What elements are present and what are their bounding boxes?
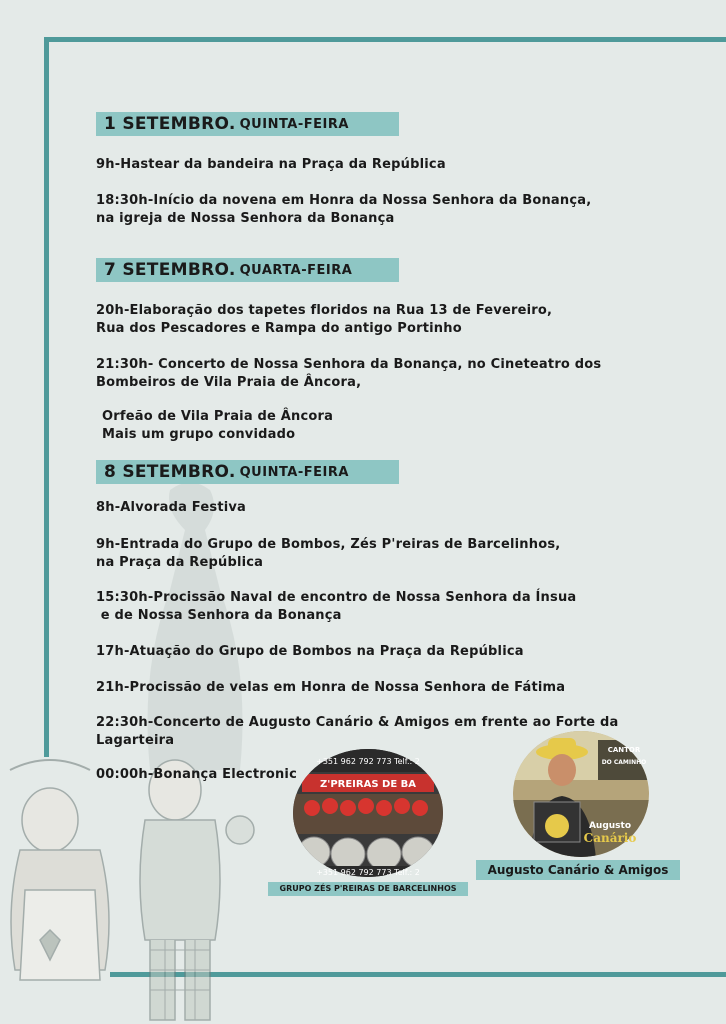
event-line: 9h-Hastear da bandeira na Praça da República [96,157,446,172]
augusto-canario-photo [512,730,650,858]
event-line: 8h-Alvorada Festiva [96,500,247,515]
augusto-logo-bottom: Canário [583,831,637,845]
event-item [96,499,246,517]
section-header-8-setembro [96,460,399,484]
augusto-logo-top: Augusto [588,821,632,831]
bombos-phone-bottom: +351 962 792 773 Telf.: 2 [316,868,420,877]
event-item [96,766,297,784]
event-line: Rua dos Pescadores e Rampa do antigo Portinho [96,321,462,336]
event-line: Lagarteira [96,733,175,748]
bombos-group-photo [292,748,444,878]
section-weekday: QUINTA-FEIRA [239,464,349,480]
bombos-phone-top: +351 962 792 773 Telf.: 2 [316,757,420,766]
augusto-sign-top: CANTOR [607,746,641,754]
section-day: 1 SETEMBRO. [104,114,236,134]
event-line: 15:30h-Procissão Naval de encontro de Nossa Senhora da Ínsua [96,590,577,605]
event-item [96,192,591,228]
event-line: 22:30h-Concerto de Augusto Canário & Amigos em frente ao Forte da [96,715,619,730]
event-line: 9h-Entrada do Grupo de Bombos, Zés P'reiras de Barcelinhos, [96,537,561,552]
event-item [96,356,601,392]
event-line: 18:30h-Início da novena em Honra da Nossa Senhora da Bonança, [96,193,592,208]
section-day: 7 SETEMBRO. [104,260,236,280]
augusto-sign-bottom: DO CAMINHO [601,759,647,766]
frame-top-border [44,37,726,42]
event-item [96,679,565,697]
section-header-7-setembro [96,258,399,282]
event-line: 00:00h-Bonança Electronic [96,767,297,782]
event-line: na igreja de Nossa Senhora da Bonança [96,211,395,226]
event-item [96,589,576,625]
event-line: 21:30h- Concerto de Nossa Senhora da Bonança, no Cineteatro dos [96,357,602,372]
event-item [96,156,446,174]
event-line: Orfeão de Vila Praia de Âncora [102,409,334,424]
event-line: Bombeiros de Vila Praia de Âncora, [96,375,362,390]
event-item [102,408,333,444]
augusto-caption: Augusto Canário & Amigos [476,860,680,880]
section-weekday: QUINTA-FEIRA [239,116,349,132]
event-line: na Praça da República [96,555,264,570]
section-header-1-setembro [96,112,399,136]
bombos-caption: GRUPO ZÉS P'REIRAS DE BARCELINHOS [268,882,468,896]
event-item [96,302,552,338]
event-line: 20h-Elaboração dos tapetes floridos na Rua 13 de Fevereiro, [96,303,553,318]
event-line: Mais um grupo convidado [102,427,296,442]
bombos-banner: Z'PREIRAS DE BA [320,779,416,790]
event-item [96,643,524,661]
section-weekday: QUARTA-FEIRA [239,262,353,278]
event-item [96,536,560,572]
event-line: 21h-Procissão de velas em Honra de Nossa Senhora de Fátima [96,680,566,695]
event-line: e de Nossa Senhora da Bonança [96,608,342,623]
event-line: 17h-Atuação do Grupo de Bombos na Praça da República [96,644,524,659]
section-day: 8 SETEMBRO. [104,462,236,482]
